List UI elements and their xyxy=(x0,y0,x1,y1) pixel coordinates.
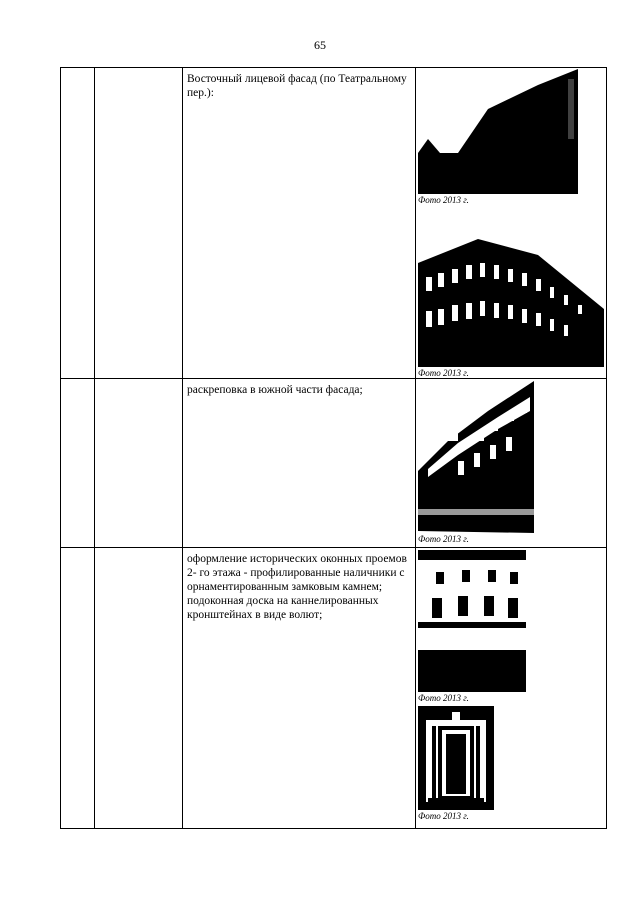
facade-windows-photo xyxy=(418,550,526,692)
table-row xyxy=(61,548,607,829)
photo-caption: Фото 2013 г. xyxy=(418,368,469,378)
facade-corner-photo xyxy=(418,69,604,194)
name-cell xyxy=(95,379,183,548)
number-cell xyxy=(61,548,95,829)
monument-table xyxy=(60,67,607,829)
description-text: Восточный лицевой фасад (по Театральному пер.): xyxy=(187,73,407,99)
description-text: оформление исторических оконных проемов 2- го этажа - профилированные наличники с орнаментированным замковым камнем; подоконная доска на каннелированных кронштейнах в виде волют; xyxy=(187,553,407,621)
table-row xyxy=(61,68,607,379)
photo-caption: Фото 2013 г. xyxy=(418,195,469,205)
photo-cell xyxy=(416,548,607,829)
photo-cell xyxy=(416,68,607,379)
name-cell xyxy=(95,548,183,829)
window-detail-photo xyxy=(418,706,494,810)
photo-caption: Фото 2013 г. xyxy=(418,534,469,544)
facade-projection-photo xyxy=(418,381,534,533)
name-cell xyxy=(95,68,183,379)
number-cell xyxy=(61,68,95,379)
photo-caption: Фото 2013 г. xyxy=(418,811,469,821)
description-cell xyxy=(183,68,416,379)
facade-perspective-photo xyxy=(418,225,604,367)
photo-cell xyxy=(416,379,607,548)
description-cell xyxy=(183,379,416,548)
page-number: 65 xyxy=(314,38,326,52)
photo-caption: Фото 2013 г. xyxy=(418,693,469,703)
description-text: раскреповка в южной части фасада; xyxy=(187,384,363,396)
table-row xyxy=(61,379,607,548)
number-cell xyxy=(61,379,95,548)
description-cell xyxy=(183,548,416,829)
